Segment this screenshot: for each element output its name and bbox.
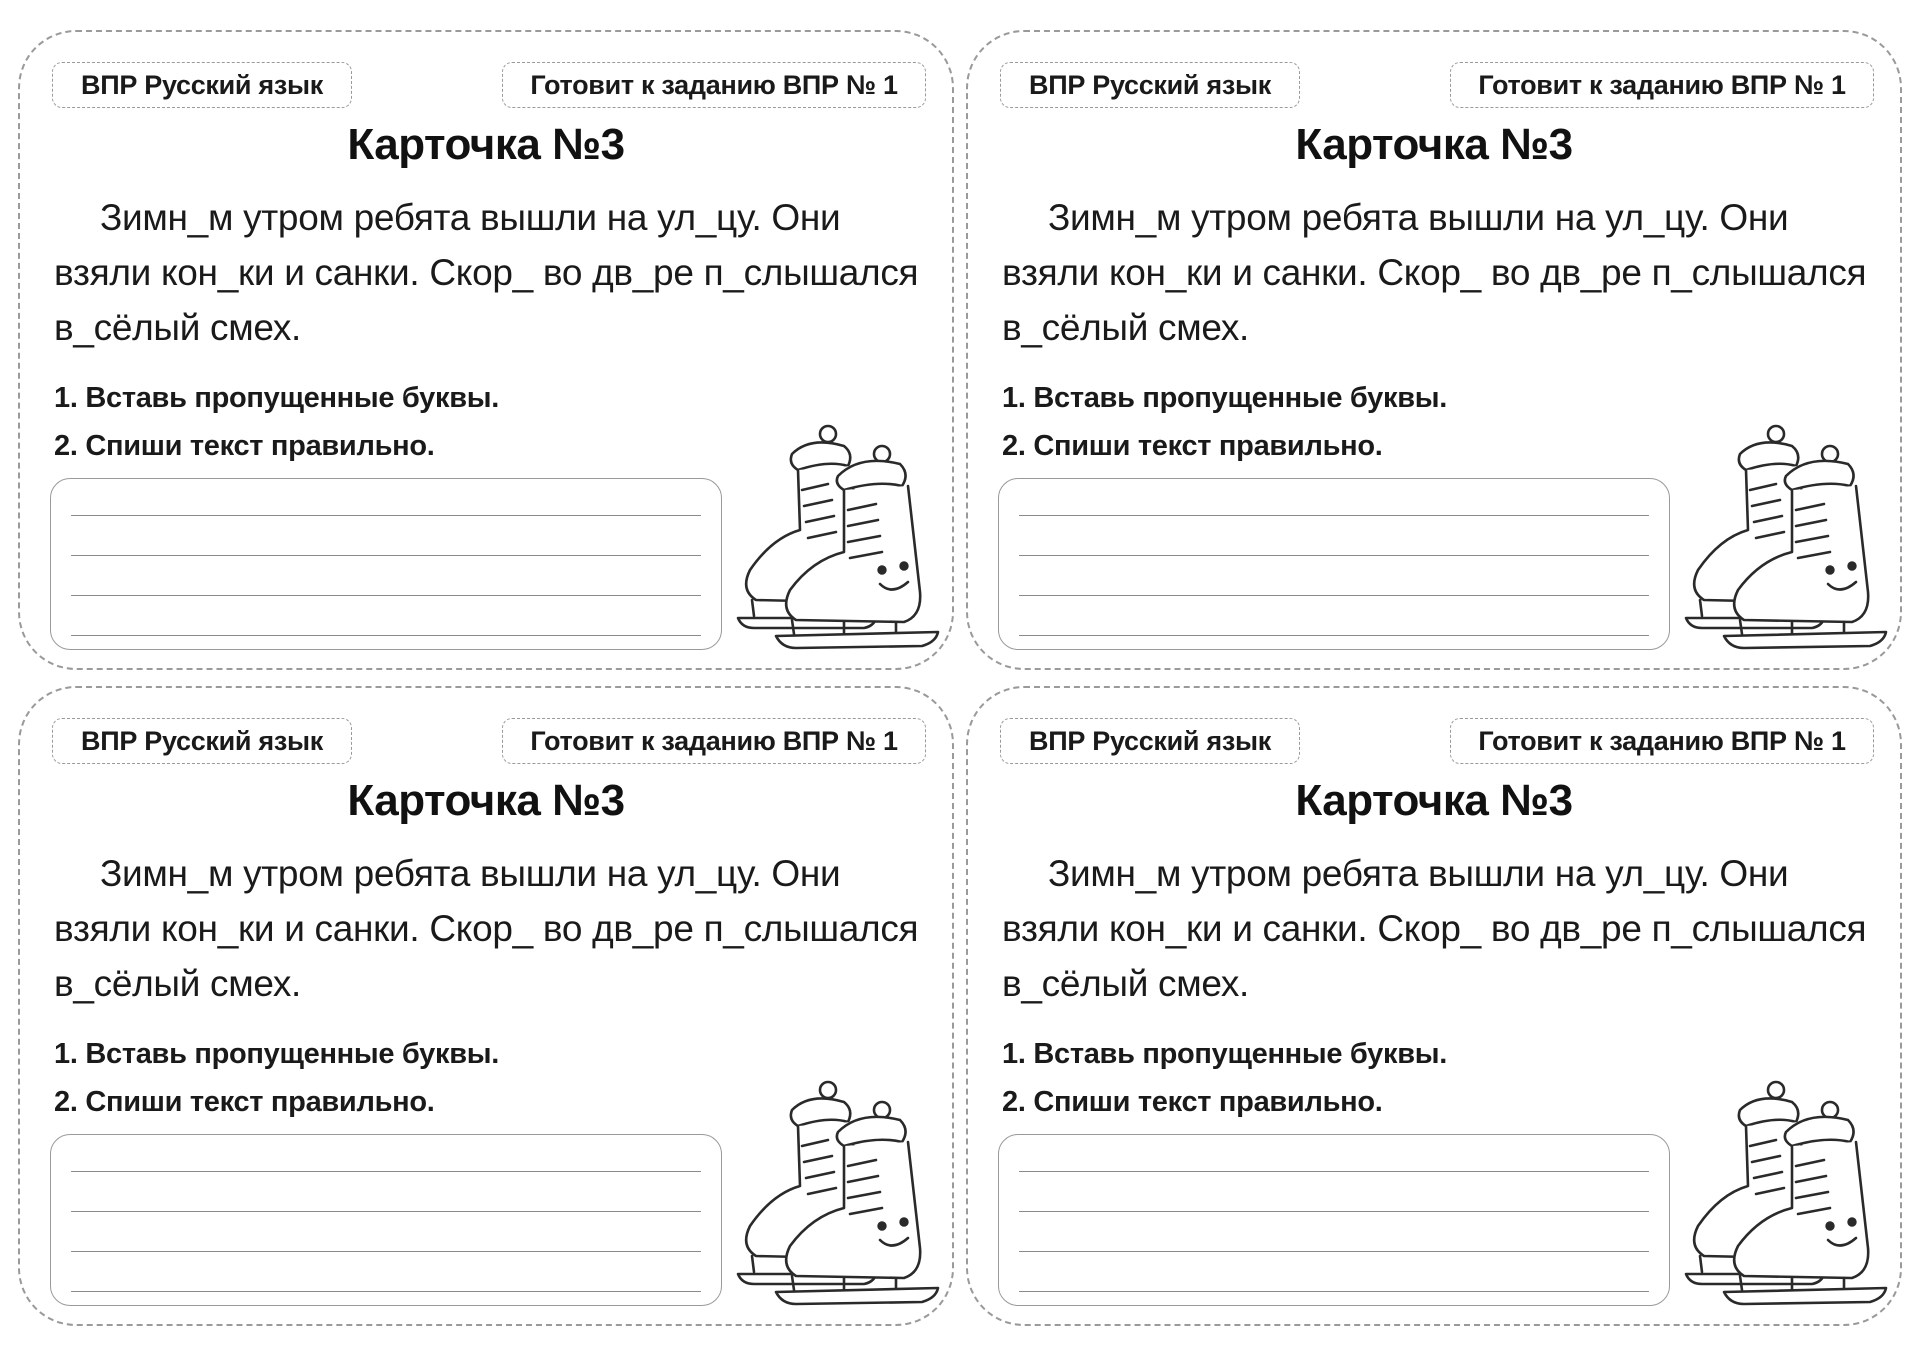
passage-line: Зимн_м утром ребята вышли на ул_цу. Они bbox=[1048, 853, 1789, 894]
writing-line bbox=[71, 1211, 701, 1212]
writing-line bbox=[1019, 555, 1649, 556]
instruction-copy-text: 2. Спиши текст правильно. bbox=[1002, 430, 1383, 462]
writing-line bbox=[71, 515, 701, 516]
instruction-copy-text: 2. Спиши текст правильно. bbox=[1002, 1086, 1383, 1118]
writing-line bbox=[1019, 635, 1649, 636]
task-reference-tag: Готовит к заданию ВПР № 1 bbox=[502, 62, 926, 108]
writing-line bbox=[1019, 1171, 1649, 1172]
writing-line bbox=[71, 1251, 701, 1252]
task-card bbox=[18, 686, 954, 1326]
answer-writing-area[interactable] bbox=[998, 478, 1670, 650]
ice-skates-icon bbox=[1680, 1076, 1890, 1306]
exercise-passage bbox=[1002, 846, 1882, 1011]
writing-line bbox=[71, 1291, 701, 1292]
exercise-passage bbox=[54, 190, 934, 355]
passage-line: взяли кон_ки и санки. Скор_ во дв_ре п_слышался bbox=[1002, 252, 1867, 293]
card-title: Карточка №3 bbox=[1295, 120, 1573, 169]
task-card bbox=[966, 30, 1902, 670]
writing-line bbox=[1019, 1211, 1649, 1212]
subject-tag: ВПР Русский язык bbox=[52, 62, 352, 108]
task-card bbox=[966, 686, 1902, 1326]
task-reference-tag: Готовит к заданию ВПР № 1 bbox=[1450, 718, 1874, 764]
writing-line bbox=[71, 555, 701, 556]
passage-line: в_сёлый смех. bbox=[1002, 963, 1250, 1004]
card-title: Карточка №3 bbox=[347, 120, 625, 169]
passage-line: взяли кон_ки и санки. Скор_ во дв_ре п_слышался bbox=[54, 252, 919, 293]
writing-line bbox=[1019, 595, 1649, 596]
passage-line: в_сёлый смех. bbox=[54, 307, 302, 348]
answer-writing-area[interactable] bbox=[998, 1134, 1670, 1306]
passage-line: Зимн_м утром ребята вышли на ул_цу. Они bbox=[100, 197, 841, 238]
writing-line bbox=[71, 1171, 701, 1172]
instruction-copy-text: 2. Спиши текст правильно. bbox=[54, 1086, 435, 1118]
card-title: Карточка №3 bbox=[347, 776, 625, 825]
instruction-copy-text: 2. Спиши текст правильно. bbox=[54, 430, 435, 462]
writing-line bbox=[1019, 1251, 1649, 1252]
task-reference-tag: Готовит к заданию ВПР № 1 bbox=[502, 718, 926, 764]
card-title: Карточка №3 bbox=[1295, 776, 1573, 825]
passage-line: Зимн_м утром ребята вышли на ул_цу. Они bbox=[1048, 197, 1789, 238]
subject-tag: ВПР Русский язык bbox=[52, 718, 352, 764]
passage-line: взяли кон_ки и санки. Скор_ во дв_ре п_слышался bbox=[54, 908, 919, 949]
subject-tag: ВПР Русский язык bbox=[1000, 62, 1300, 108]
instruction-insert-letters: 1. Вставь пропущенные буквы. bbox=[54, 1038, 499, 1070]
instruction-insert-letters: 1. Вставь пропущенные буквы. bbox=[54, 382, 499, 414]
ice-skates-icon bbox=[1680, 420, 1890, 650]
ice-skates-icon bbox=[732, 420, 942, 650]
writing-line bbox=[71, 635, 701, 636]
subject-tag: ВПР Русский язык bbox=[1000, 718, 1300, 764]
writing-line bbox=[1019, 515, 1649, 516]
exercise-passage bbox=[54, 846, 934, 1011]
answer-writing-area[interactable] bbox=[50, 1134, 722, 1306]
instruction-insert-letters: 1. Вставь пропущенные буквы. bbox=[1002, 382, 1447, 414]
writing-line bbox=[1019, 1291, 1649, 1292]
passage-line: в_сёлый смех. bbox=[1002, 307, 1250, 348]
instruction-insert-letters: 1. Вставь пропущенные буквы. bbox=[1002, 1038, 1447, 1070]
answer-writing-area[interactable] bbox=[50, 478, 722, 650]
passage-line: Зимн_м утром ребята вышли на ул_цу. Они bbox=[100, 853, 841, 894]
exercise-passage bbox=[1002, 190, 1882, 355]
ice-skates-icon bbox=[732, 1076, 942, 1306]
passage-line: взяли кон_ки и санки. Скор_ во дв_ре п_слышался bbox=[1002, 908, 1867, 949]
writing-line bbox=[71, 595, 701, 596]
task-card bbox=[18, 30, 954, 670]
passage-line: в_сёлый смех. bbox=[54, 963, 302, 1004]
task-reference-tag: Готовит к заданию ВПР № 1 bbox=[1450, 62, 1874, 108]
